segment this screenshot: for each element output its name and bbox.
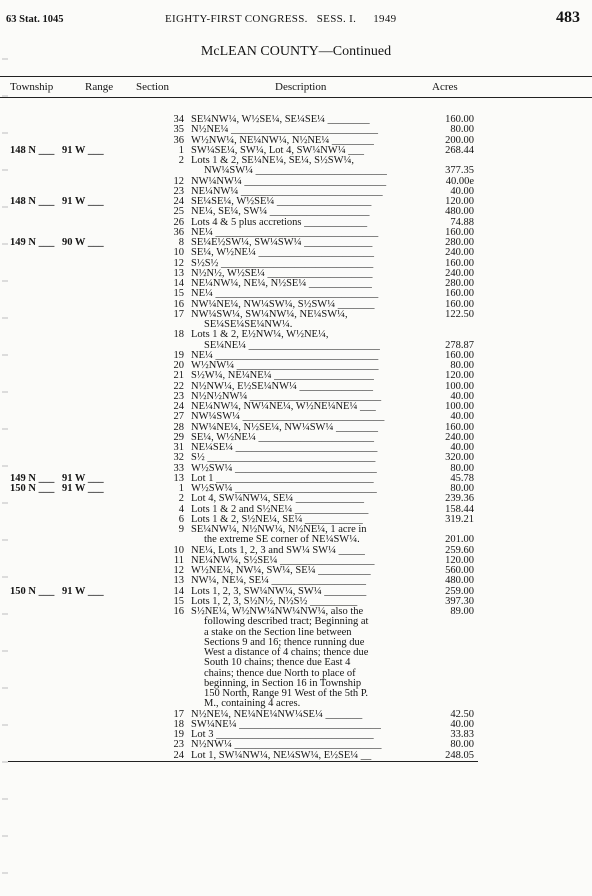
section-cell: 14 [173,278,184,289]
description-cell: NE¼, SE¼, SW¼ ___________________ [191,206,370,218]
section-cell: 12 [173,257,184,269]
section-cell: 16 [173,298,184,310]
description-cell: NW¼, NE¼, SE¼ __________________ [191,575,366,587]
acres-cell: 240.00 [445,431,474,443]
section-cell: 26 [173,216,184,228]
description-cell: NW¼SW¼, SW¼NW¼, NE¼SW¼, [191,308,348,320]
page-number: 483 [556,9,580,26]
acres-cell: 280.00 [445,237,474,248]
township-cell: 150 N ___ [10,585,55,597]
description-cell: S½ ________________________________ [191,452,376,464]
section-cell: 28 [173,421,184,433]
acres-cell: 200.00 [445,134,474,146]
description-cell: 150 North, Range 91 West of the 5th P. [204,688,369,699]
section-cell: 6 [178,513,184,525]
description-cell: SE¼SE¼, W½SE¼ __________________ [191,196,372,207]
description-cell: Lot 1, SW¼NW¼, NE¼SW¼, E½SE¼ __ [191,749,372,761]
acres-cell: 80.00 [450,462,474,474]
section-cell: 2 [178,493,184,505]
acres-cell: 120.00 [445,554,474,566]
description-cell: SE¼NW¼, W½SE¼, SE¼SE¼ ________ [191,114,370,125]
description-cell: N½NW¼, E½SE¼NW¼ ______________ [191,380,373,392]
acres-cell: 160.00 [445,298,474,310]
description-cell: N½NE¼, NE¼NE¼NW¼SE¼ _______ [191,708,363,720]
col-header-acres: Acres [432,81,458,93]
section-cell: 15 [173,288,184,300]
table-top-rule [0,76,592,77]
description-cell: West a distance of 4 chains; thence due [204,647,369,658]
acres-cell: 240.00 [445,267,474,279]
section-cell: 33 [173,462,184,474]
description-cell: NE¼SE¼ ___________________________ [191,442,378,453]
section-cell: 17 [173,708,184,720]
description-cell: Lots 1, 2, 3, S½N½, N½S½ _________ [191,595,358,607]
section-cell: 11 [173,554,184,566]
section-cell: 2 [178,155,184,166]
section-cell: 23 [173,390,184,402]
acres-cell: 248.05 [445,749,474,761]
section-cell: 22 [173,380,184,392]
acres-cell: 320.00 [445,452,474,464]
description-cell: NW¼SW¼ _________________________ [204,165,387,177]
acres-cell: 160.00 [445,288,474,300]
section-cell: 24 [173,749,184,761]
session-label: SESS. I. [316,13,357,25]
description-cell: NW¼NE¼, N½SE¼, NW¼SW¼ ________ [191,421,378,433]
section-cell: 36 [173,226,184,238]
description-cell: NE¼ _______________________________ [191,288,379,300]
acres-cell: 160.00 [445,226,474,238]
section-cell: 1 [178,483,184,494]
acres-cell: 377.35 [445,165,474,177]
table-header-rule [0,97,592,98]
acres-cell: 239.36 [445,493,474,505]
description-cell: S½S½ _____________________________ [191,257,374,269]
section-cell: 34 [173,114,184,125]
table-row [0,750,592,761]
acres-cell: 45.78 [450,472,474,484]
description-cell: Lot 1 ______________________________ [191,472,374,484]
acres-cell: 160.00 [445,114,474,125]
acres-cell: 268.44 [445,144,474,156]
section-cell: 20 [173,360,184,371]
acres-cell: 100.00 [445,380,474,392]
acres-cell: 40.00 [450,442,474,453]
description-cell: S½W¼, NE¼NE¼ ___________________ [191,370,374,382]
range-cell: 91 W ___ [62,196,104,207]
acres-cell: 89.00 [450,606,474,617]
acres-cell: 480.00 [445,575,474,587]
description-cell: Lots 4 & 5 plus accretions ____________ [191,216,368,228]
section-cell: 25 [173,206,184,218]
section-cell: 29 [173,431,184,443]
section-cell: 15 [173,595,184,607]
acres-cell: 280.00 [445,278,474,289]
description-cell: NE¼, Lots 1, 2, 3 and SW¼ SW¼ _____ [191,544,365,556]
township-cell: 149 N ___ [10,237,55,248]
range-cell: 91 W ___ [62,144,104,156]
county-title: McLEAN COUNTY—Continued [200,44,392,59]
description-cell: Lots 1, 2, 3, SW¼NW¼, SW¼ ________ [191,585,367,597]
section-cell: 35 [173,124,184,136]
description-cell: NE¼NW¼, NW¼NE¼, W½NE¼NE¼ ___ [191,401,376,412]
description-cell: N½N½NW¼ _________________________ [191,390,382,402]
col-header-range: Range [85,81,114,93]
description-cell: SW¼NE¼ ___________________________ [191,718,381,730]
township-cell: 150 N ___ [10,483,55,494]
section-cell: 21 [173,370,184,382]
section-cell: 13 [173,575,184,587]
acres-cell: 33.83 [450,729,474,740]
acres-cell: 40.00 [450,718,474,730]
acres-cell: 397.30 [445,595,474,607]
section-cell: 19 [173,349,184,361]
acres-cell: 40.00 [450,411,474,423]
acres-cell: 160.00 [445,349,474,361]
description-cell: N½NE¼ ____________________________ [191,124,378,136]
section-cell: 36 [173,134,184,146]
description-cell: S½NE¼, W½NW¼NW¼NW¼, also the [191,606,364,617]
section-cell: 13 [173,267,184,279]
section-cell: 19 [173,729,184,740]
description-cell: SE¼NW¼, N½NW¼, N½NE¼, 1 acre in [191,524,367,535]
acres-cell: 480.00 [445,206,474,218]
acres-cell: 259.60 [445,544,474,556]
congress-name: EIGHTY-FIRST CONGRESS. [165,13,308,25]
acres-cell: 278.87 [445,339,474,351]
stat-citation: 63 Stat. 1045 [6,14,64,25]
section-cell: 8 [178,237,184,248]
township-cell: 148 N ___ [10,144,55,156]
section-cell: 31 [173,442,184,453]
section-cell: 13 [173,472,184,484]
table-bottom-rule [8,761,478,762]
acres-cell: 319.21 [445,513,474,525]
range-cell: 91 W ___ [62,585,104,597]
description-cell: chains; thence due North to place of [204,667,356,679]
township-cell: 148 N ___ [10,196,55,207]
section-cell: 24 [173,196,184,207]
acres-cell: 80.00 [450,124,474,136]
acres-cell: 80.00 [450,360,474,371]
description-cell: Lots 1 & 2 and S½NE¼ ______________ [191,503,369,515]
township-cell: 149 N ___ [10,472,55,484]
description-cell: Lots 1 & 2, E½NW¼, W½NE¼, [191,329,329,341]
description-cell: Lot 3 ______________________________ [191,729,374,740]
description-cell: N½N½, W½SE¼ ____________________ [191,267,373,279]
acres-cell: 120.00 [445,196,474,207]
acres-cell: 160.00 [445,421,474,433]
description-cell: NE¼ _______________________________ [191,349,379,361]
section-cell: 4 [178,503,184,515]
acres-cell: 560.00 [445,565,474,576]
range-cell: 91 W ___ [62,472,104,484]
description-cell: SE¼, W½NE¼ ______________________ [191,247,374,259]
col-header-township: Township [10,81,54,93]
acres-cell: 259.00 [445,585,474,597]
section-cell: 18 [173,718,184,730]
section-cell: 23 [173,185,184,197]
description-cell: NE¼NW¼ ___________________________ [191,185,383,197]
section-cell: 23 [173,739,184,751]
section-cell: 12 [173,565,184,576]
acres-cell: 160.00 [445,257,474,269]
acres-cell: 122.50 [445,308,474,320]
description-cell: NW¼NE¼, NW¼SW¼, S½SW¼ _______ [191,298,375,310]
description-cell: a stake on the Section line between [204,626,352,638]
description-cell: SE¼SE¼SE¼NW¼. [204,319,293,330]
description-cell: Lots 1 & 2, S½NE¼, SE¼ ___________ [191,513,363,525]
acres-cell: 80.00 [450,483,474,494]
running-header [165,13,396,25]
description-cell: M., containing 4 acres. [204,698,301,710]
section-cell: 10 [173,544,184,556]
col-header-section: Section [136,81,169,93]
section-cell: 24 [173,401,184,412]
section-cell: 14 [173,585,184,597]
description-cell: N½NW¼ ____________________________ [191,739,382,751]
description-cell: beginning, in Section 16 in Township [204,677,362,689]
section-cell: 18 [173,329,184,341]
section-cell: 1 [178,144,184,156]
section-cell: 16 [173,606,184,617]
description-cell: NE¼NW¼, S½SE¼ __________________ [191,554,375,566]
description-cell: NE¼ _______________________________ [191,226,379,238]
acres-cell: 74.88 [450,216,474,228]
description-cell: W½SW¼ ___________________________ [191,483,377,494]
description-cell: W½NE¼, NW¼, SW¼, SE¼ __________ [191,565,371,576]
description-cell: Sections 9 and 16; thence running due [204,636,365,648]
description-cell: Lots 1 & 2, SE¼NE¼, SE¼, S½SW¼, [191,155,355,166]
acres-cell: 40.00 [450,185,474,197]
acres-cell: 80.00 [450,739,474,751]
description-cell: SE¼E½SW¼, SW¼SW¼ _____________ [191,237,373,248]
description-cell: SE¼, W½NE¼ ______________________ [191,431,374,443]
section-cell: 17 [173,308,184,320]
description-cell: NW¼NW¼ ___________________________ [191,175,387,187]
description-cell: the extreme SE corner of NE¼SW¼. [204,534,360,546]
description-cell: W½NW¼, NE¼NW¼, N½NE¼ ________ [191,134,374,146]
description-cell: NE¼NW¼, NE¼, N½SE¼ ____________ [191,278,372,289]
description-cell: NW¼SW¼ ___________________________ [191,411,385,423]
section-cell: 27 [173,411,184,423]
description-cell: W½NW¼ ___________________________ [191,360,379,371]
description-cell: SW¼SE¼, SW¼, Lot 4, SW¼NW¼ ___ [191,144,364,156]
acres-cell: 240.00 [445,247,474,259]
section-cell: 9 [178,524,184,535]
acres-cell: 201.00 [445,534,474,546]
description-cell: Lot 4, SW¼NW¼, SE¼ _____________ [191,493,364,505]
section-cell: 32 [173,452,184,464]
year-label: 1949 [373,13,397,25]
acres-cell: 42.50 [450,708,474,720]
acres-cell: 158.44 [445,503,474,515]
acres-cell: 40.00 [450,390,474,402]
section-cell: 12 [173,175,184,187]
range-cell: 90 W ___ [62,237,104,248]
acres-cell: 120.00 [445,370,474,382]
range-cell: 91 W ___ [62,483,104,494]
acres-cell: 100.00 [445,401,474,412]
section-cell: 10 [173,247,184,259]
description-cell: SE¼NE¼ _________________________ [204,339,380,351]
description-cell: South 10 chains; thence due East 4 [204,657,351,669]
col-header-description: Description [275,81,327,93]
description-cell: following described tract; Beginning at [204,616,369,628]
acres-cell: 40.00e [445,175,474,187]
description-cell: W½SW¼ ___________________________ [191,462,377,474]
